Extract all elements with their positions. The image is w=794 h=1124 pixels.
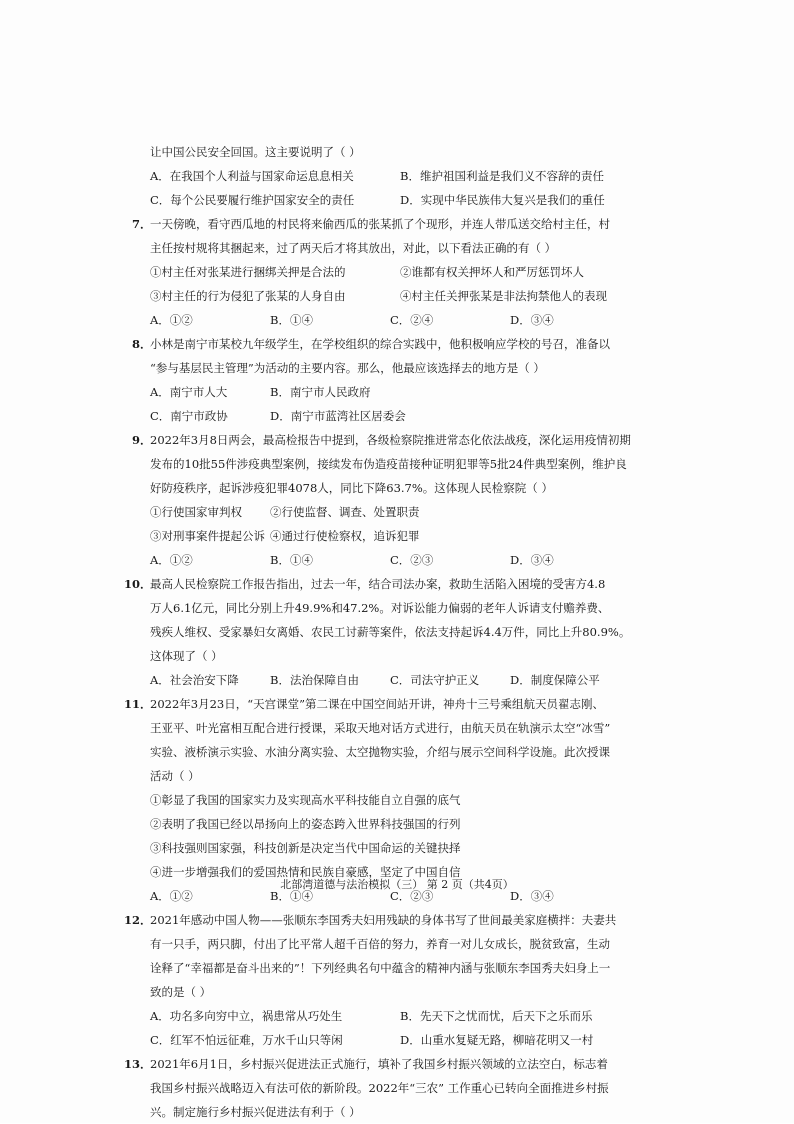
q13-stem-line3: 兴。制定施行乡村振兴促进法有利于（ ） bbox=[150, 1105, 361, 1119]
q7-statement-2: ②谁都有权关押坏人和严厉惩罚坏人 bbox=[400, 265, 584, 279]
q6-stem-tail: 让中国公民安全回国。这主要说明了（ ） bbox=[150, 145, 361, 159]
q12-option-b: B．先天下之忧而忧，后天下之乐而乐 bbox=[400, 1009, 593, 1023]
q12-stem-line4: 致的是（ ） bbox=[150, 985, 212, 999]
q10-option-b: B．法治保障自由 bbox=[270, 673, 359, 687]
q7-options-row bbox=[150, 308, 670, 332]
q11-stem-line1: 11． 2022年3月23日，“天宫课堂”第二课在中国空间站开讲，神舟十三号乘组航天员翟志刚、 bbox=[150, 692, 670, 716]
q11-stem-line4: 活动（ ） bbox=[150, 769, 200, 783]
q12-stem-line2: 有一只手，两只脚，付出了比平常人超千百倍的努力，养育一对儿女成长，脱贫致富，生动 bbox=[150, 937, 610, 951]
q7-statement-4: ④村主任关押张某是非法拘禁他人的表现 bbox=[400, 289, 607, 303]
q7-stem-line1: 7． 一天傍晚，看守西瓜地的村民将来偷西瓜的张某抓了个现形，并连人带瓜送交给村主任，村 bbox=[150, 212, 670, 236]
q13-stem-line1: 13． 2021年6月1日，乡村振兴促进法正式施行，填补了我国乡村振兴领域的立法空白，标志着 bbox=[150, 1052, 670, 1076]
q9-statement-1: ①行使国家审判权 bbox=[150, 505, 242, 519]
q9-stem-line2: 发布的10批55件涉疫典型案例，接续发布伪造疫苗接种证明犯罪等5批24件典型案例，维护良 bbox=[150, 457, 627, 471]
q8-number: 8． bbox=[132, 337, 152, 351]
q7-statements-row1 bbox=[150, 260, 670, 284]
q12-options-row1 bbox=[150, 1004, 670, 1028]
q6-option-c: C．每个公民要履行维护国家安全的责任 bbox=[150, 193, 355, 207]
q10-option-a: A．社会治安下降 bbox=[150, 673, 239, 687]
q10-number: 10． bbox=[124, 577, 152, 591]
q6-option-d: D．实现中华民族伟大复兴是我们的重任 bbox=[400, 193, 605, 207]
q6-options-row1 bbox=[150, 164, 670, 188]
page-footer: 北部湾道德与法治模拟（三） 第 2 页（共4页） bbox=[280, 878, 514, 891]
q8-option-a: A．南宁市人大 bbox=[150, 385, 228, 399]
q7-stem-line2: 主任按村规将其捆起来，过了两天后才将其放出，对此，以下看法正确的有（ ） bbox=[150, 241, 557, 255]
question-list bbox=[124, 140, 670, 1124]
q10-stem-line2: 万人6.1亿元，同比分别上升49.9%和47.2%。对诉讼能力偏弱的老年人诉请支付赡养费、 bbox=[150, 601, 610, 615]
q9-stem-line1: 9． 2022年3月8日两会，最高检报告中提到，各级检察院推进常态化依法战疫，深化运用疫情初期 bbox=[150, 428, 670, 452]
q7-statement-1: ①村主任对张某进行捆绑关押是合法的 bbox=[150, 265, 346, 279]
q10-stem-line4: 这体现了（ ） bbox=[150, 649, 223, 663]
q12-options-row2 bbox=[150, 1028, 670, 1052]
q8-option-c: C．南宁市政协 bbox=[150, 409, 228, 423]
q9-statement-3: ③对刑事案件提起公诉 bbox=[150, 529, 265, 543]
q9-option-d: D．③④ bbox=[510, 553, 554, 567]
q13-number: 13． bbox=[124, 1057, 152, 1071]
q8-option-d: D．南宁市蓝湾社区居委会 bbox=[270, 409, 406, 423]
q9-statements-row2 bbox=[150, 524, 670, 548]
q10-option-c: C．司法守护正义 bbox=[390, 673, 480, 687]
q12-option-c: C．红军不怕远征难，万水千山只等闲 bbox=[150, 1033, 343, 1047]
q11-option-d: D．③④ bbox=[510, 889, 554, 903]
q9-statement-2: ②行使监督、调查、处置职责 bbox=[270, 505, 420, 519]
q11-option-b: B．①④ bbox=[270, 889, 313, 903]
q6-option-a: A．在我国个人利益与国家命运息息相关 bbox=[150, 169, 354, 183]
q9-statements-row1 bbox=[150, 500, 670, 524]
q12-stem-line1: 12． 2021年感动中国人物——张顺东李国秀夫妇用残缺的身体书写了世间最美家庭横拌：夫妻共 bbox=[150, 908, 670, 932]
q9-option-a: A．①② bbox=[150, 553, 193, 567]
q8-options-row1 bbox=[150, 380, 670, 404]
q8-stem-line2: “参与基层民主管理”为活动的主要内容。那么，他最应该选择去的地方是（ ） bbox=[150, 361, 545, 375]
q11-statement-1: ①彰显了我国的国家实力及实现高水平科技能自立自强的底气 bbox=[150, 793, 461, 807]
q11-stem-line3: 实验、液桥演示实验、水油分离实验、太空抛物实验，介绍与展示空间科学设施。此次授课 bbox=[150, 745, 610, 759]
q6-options-row2 bbox=[150, 188, 670, 212]
q8-stem-line1: 8． 小林是南宁市某校九年级学生，在学校组织的综合实践中，他积极响应学校的号召，准备以 bbox=[150, 332, 670, 356]
q10-stem-line3: 残疾人维权、受家暴妇女离婚、农民工讨薪等案件，依法支持起诉4.4万件，同比上升80.9%。 bbox=[150, 625, 631, 639]
q9-option-c: C．②③ bbox=[390, 553, 434, 567]
q11-stem-line2: 王亚平、叶光富相互配合进行授课，采取天地对话方式进行，由航天员在轨演示太空“冰雪” bbox=[150, 721, 611, 735]
q7-statement-3: ③村主任的行为侵犯了张某的人身自由 bbox=[150, 289, 346, 303]
q7-number: 7． bbox=[132, 217, 152, 231]
q12-option-a: A．功名多向穷中立，祸患常从巧处生 bbox=[150, 1009, 343, 1023]
q11-statement-3: ③科技强则国家强，科技创新是决定当代中国命运的关键抉择 bbox=[150, 841, 461, 855]
q7-option-b: B．①④ bbox=[270, 313, 313, 327]
q10-options-row bbox=[150, 668, 670, 692]
q12-option-d: D．山重水复疑无路，柳暗花明又一村 bbox=[400, 1033, 594, 1047]
q11-statement-4: ④进一步增强我们的爱国热情和民族自豪感，坚定了中国自信 bbox=[150, 865, 461, 879]
q9-number: 9． bbox=[132, 433, 152, 447]
q7-option-c: C．②④ bbox=[390, 313, 434, 327]
q9-options-row bbox=[150, 548, 670, 572]
q13-stem-line2: 我国乡村振兴战略迈入有法可依的新阶段。2022年“三农” 工作重心已转向全面推进乡村振 bbox=[150, 1081, 609, 1095]
q9-option-b: B．①④ bbox=[270, 553, 313, 567]
q11-statement-2: ②表明了我国已经以昂扬向上的姿态跨入世界科技强国的行列 bbox=[150, 817, 461, 831]
q8-options-row2 bbox=[150, 404, 670, 428]
q12-stem-line3: 诠释了“幸福都是奋斗出来的”！下列经典名句中蕴含的精神内涵与张顺东李国秀夫妇身上一 bbox=[150, 961, 611, 975]
q6-option-b: B．维护祖国利益是我们义不容辞的责任 bbox=[400, 169, 604, 183]
q11-number: 11． bbox=[124, 697, 152, 711]
q12-number: 12． bbox=[124, 913, 152, 927]
q7-statements-row2 bbox=[150, 284, 670, 308]
q11-option-a: A．①② bbox=[150, 889, 193, 903]
q7-option-d: D．③④ bbox=[510, 313, 554, 327]
q9-stem-line3: 好防疫秩序，起诉涉疫犯罪4078人，同比下降63.7%。这体现人民检察院（ ） bbox=[150, 481, 553, 495]
q7-option-a: A．①② bbox=[150, 313, 193, 327]
q10-stem-line1: 10． 最高人民检察院工作报告指出，过去一年，结合司法办案，救助生活陷入困境的受害方4.8 bbox=[150, 572, 670, 596]
q8-option-b: B．南宁市人民政府 bbox=[270, 385, 371, 399]
q9-statement-4: ④通过行使检察权，追诉犯罪 bbox=[270, 529, 420, 543]
q10-option-d: D．制度保障公平 bbox=[510, 673, 600, 687]
q11-option-c: C．②③ bbox=[390, 889, 434, 903]
